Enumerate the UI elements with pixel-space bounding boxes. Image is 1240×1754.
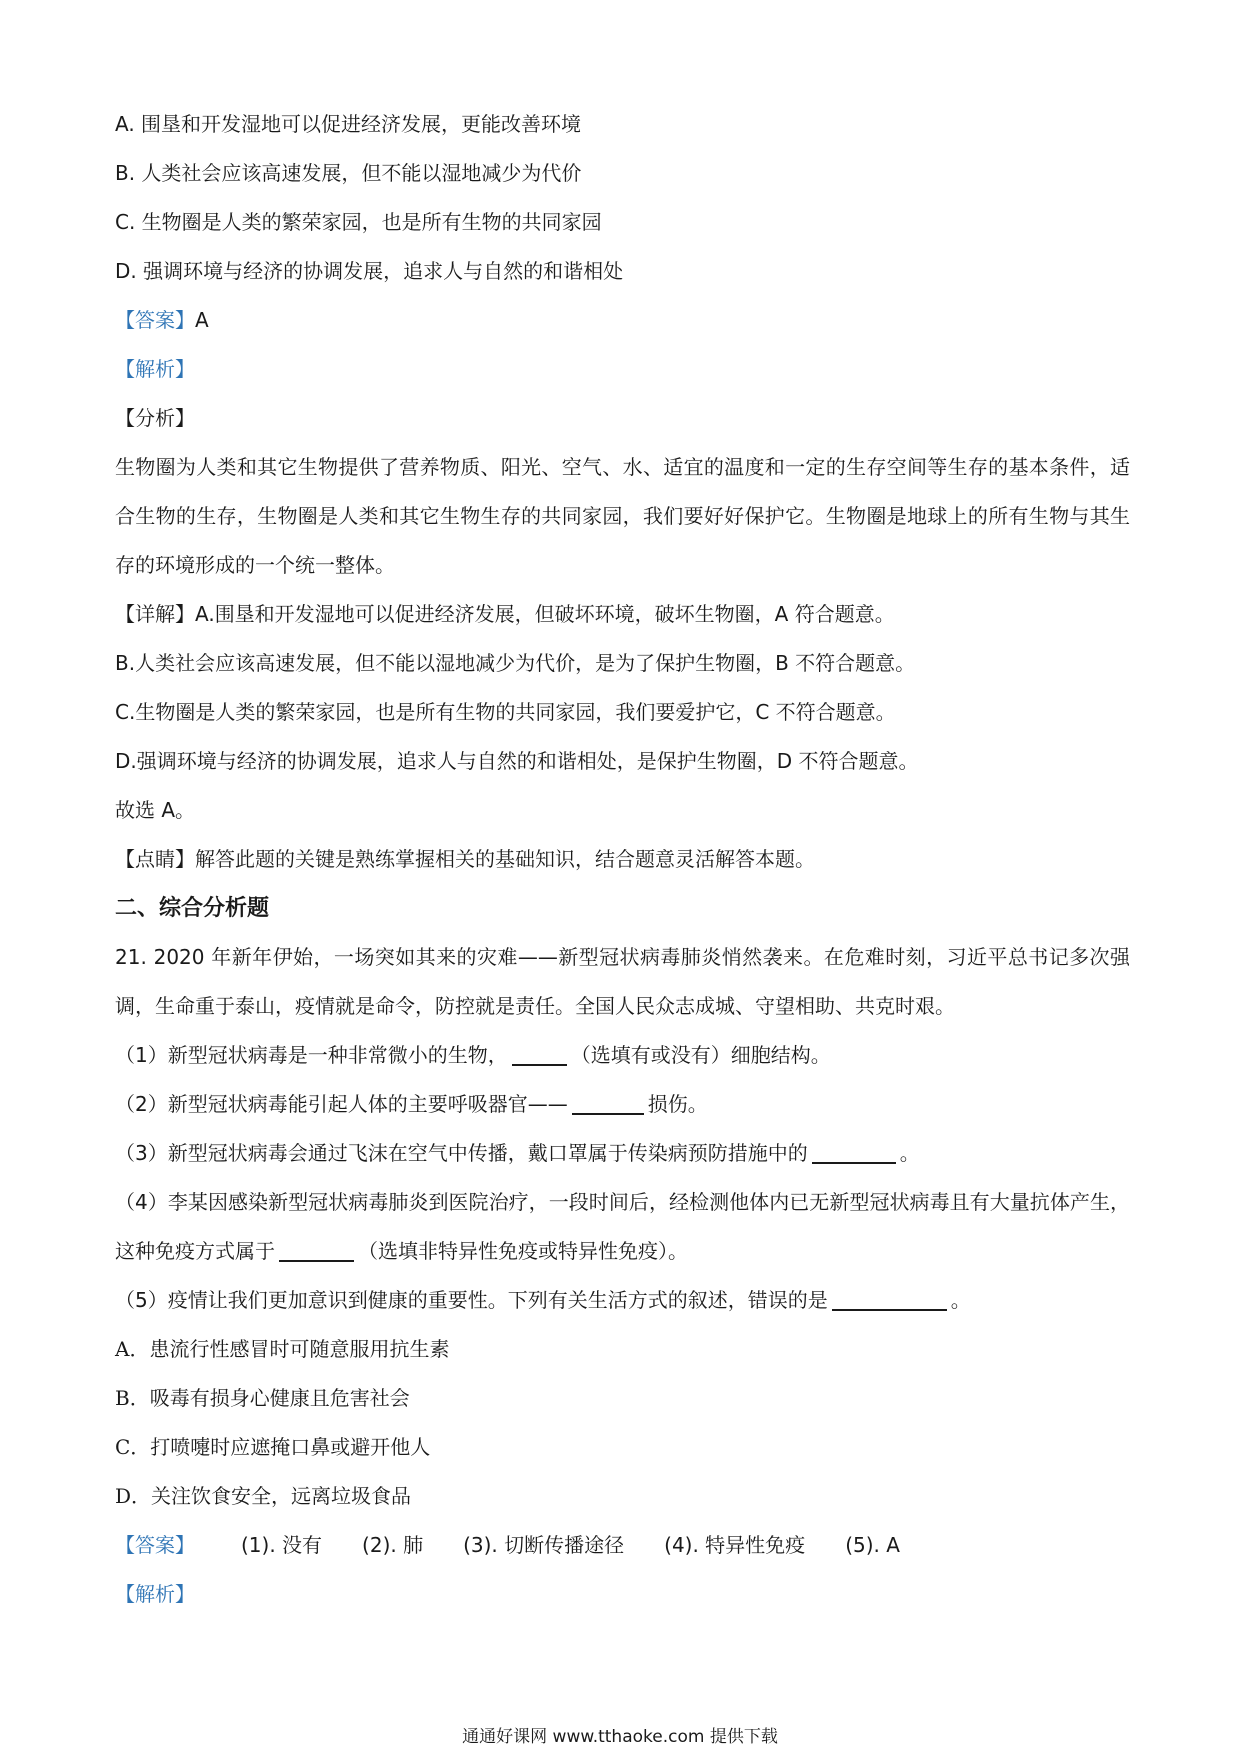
q21-sub5 bbox=[115, 1276, 1130, 1325]
sub4-text: （4）李某因感染新型冠状病毒肺炎到医院治疗，一段时间后，经检测他体内已无新型冠状病毒且有大量抗体产生，这种免疫方式属于 bbox=[115, 1190, 1130, 1263]
answer-blank-3 bbox=[812, 1142, 896, 1164]
sub2-pre: （2）新型冠状病毒能引起人体的主要呼吸器官—— bbox=[115, 1092, 568, 1116]
q21-stem: 21. 2020 年新年伊始，一场突如其来的灾难——新型冠状病毒肺炎悄然袭来。在危难时刻，习近平总书记多次强调，生命重于泰山，疫情就是命令，防控就是责任。全国人民众志成城、守望相助、共克时艰。 bbox=[115, 945, 1130, 1018]
q21-answer-2: (2). 肺 bbox=[362, 1533, 424, 1557]
sub4-post: （选填非特异性免疫或特异性免疫）。 bbox=[358, 1239, 688, 1263]
jiexi-tag: 【解析】 bbox=[115, 357, 195, 381]
q21-answer-4: (4). 特异性免疫 bbox=[664, 1533, 806, 1557]
dianjing-tag: 【点睛】 bbox=[115, 847, 195, 871]
page-footer: 通通好课网 www.tthaoke.com 提供下载 bbox=[462, 1727, 778, 1747]
q21-jiexi bbox=[115, 1570, 1130, 1619]
q21-answer-1: (1). 没有 bbox=[241, 1533, 323, 1557]
xiangjie-line-a: A.围垦和开发湿地可以促进经济发展，但破坏环境，破坏生物圈，A 符合题意。 bbox=[195, 602, 895, 626]
q20-xiangjie-b: B.人类社会应该高速发展，但不能以湿地减少为代价，是为了保护生物圈，B 不符合题意。 bbox=[115, 651, 916, 675]
sub2-post: 损伤。 bbox=[647, 1092, 708, 1116]
fenxi-tag: 【分析】 bbox=[115, 406, 195, 430]
q20-fenxi-heading bbox=[115, 394, 1130, 443]
option-a-prev: A. 围垦和开发湿地可以促进经济发展，更能改善环境 bbox=[115, 112, 582, 136]
q21-option-c: C．打喷嚏时应遮掩口鼻或避开他人 bbox=[115, 1435, 431, 1459]
q21-sub3 bbox=[115, 1129, 1130, 1178]
q20-jiexi bbox=[115, 345, 1130, 394]
answer-tag: 【答案】 bbox=[115, 308, 195, 332]
answer-blank-2 bbox=[572, 1093, 644, 1115]
sub1-post: （选填有或没有）细胞结构。 bbox=[570, 1043, 831, 1067]
q21-option-b: B．吸毒有损身心健康且危害社会 bbox=[115, 1386, 410, 1410]
q21-answer-3: (3). 切断传播途径 bbox=[463, 1533, 625, 1557]
option-d-prev: D. 强调环境与经济的协调发展，追求人与自然的和谐相处 bbox=[115, 259, 624, 283]
dianjing-text: 解答此题的关键是熟练掌握相关的基础知识，结合题意灵活解答本题。 bbox=[195, 847, 815, 871]
q20-xiangjie-d: D.强调环境与经济的协调发展，追求人与自然的和谐相处，是保护生物圈，D 不符合题意。 bbox=[115, 749, 919, 773]
q21-jiexi-tag: 【解析】 bbox=[115, 1582, 195, 1606]
q21-sub1 bbox=[115, 1031, 1130, 1080]
q21-sub4 bbox=[115, 1178, 1130, 1276]
q20-answer bbox=[115, 296, 1130, 345]
q21-answers bbox=[115, 1521, 1130, 1570]
answer-blank-1 bbox=[512, 1044, 567, 1066]
q20-guxuan: 故选 A。 bbox=[115, 798, 196, 822]
q21-answer-tag: 【答案】 bbox=[115, 1533, 195, 1557]
q20-xiangjie-a bbox=[115, 590, 1130, 639]
q21-sub2 bbox=[115, 1080, 1130, 1129]
sub5-post: 。 bbox=[950, 1288, 971, 1312]
answer-blank-4 bbox=[279, 1240, 354, 1262]
sub1-pre: （1）新型冠状病毒是一种非常微小的生物， bbox=[115, 1043, 508, 1067]
page-content bbox=[115, 100, 1130, 1619]
section-title: 二、综合分析题 bbox=[115, 895, 270, 921]
answer-blank-5 bbox=[832, 1289, 947, 1311]
q20-xiangjie-c: C.生物圈是人类的繁荣家园，也是所有生物的共同家园，我们要爱护它，C 不符合题意。 bbox=[115, 700, 896, 724]
sub3-post: 。 bbox=[899, 1141, 920, 1165]
q21-option-a: A．患流行性感冒时可随意服用抗生素 bbox=[115, 1337, 450, 1361]
xiangjie-tag: 【详解】 bbox=[115, 602, 195, 626]
q20-dianjing bbox=[115, 835, 1130, 884]
sub5-pre: （5）疫情让我们更加意识到健康的重要性。下列有关生活方式的叙述，错误的是 bbox=[115, 1288, 828, 1312]
q21-answer-5: (5). A bbox=[845, 1533, 900, 1557]
option-b-prev: B. 人类社会应该高速发展，但不能以湿地减少为代价 bbox=[115, 161, 582, 185]
q21-option-d: D．关注饮食安全，远离垃圾食品 bbox=[115, 1484, 412, 1508]
q20-fenxi-text: 生物圈为人类和其它生物提供了营养物质、阳光、空气、水、适宜的温度和一定的生存空间等生存的基本条件，适合生物的生存，生物圈是人类和其它生物生存的共同家园，我们要好好保护它。生物圈是地球上的所有生物与其生存的环境形成的一个统一整体。 bbox=[115, 455, 1130, 577]
answer-value: A bbox=[195, 308, 209, 332]
option-c-prev: C. 生物圈是人类的繁荣家园，也是所有生物的共同家园 bbox=[115, 210, 602, 234]
sub3-pre: （3）新型冠状病毒会通过飞沫在空气中传播，戴口罩属于传染病预防措施中的 bbox=[115, 1141, 808, 1165]
